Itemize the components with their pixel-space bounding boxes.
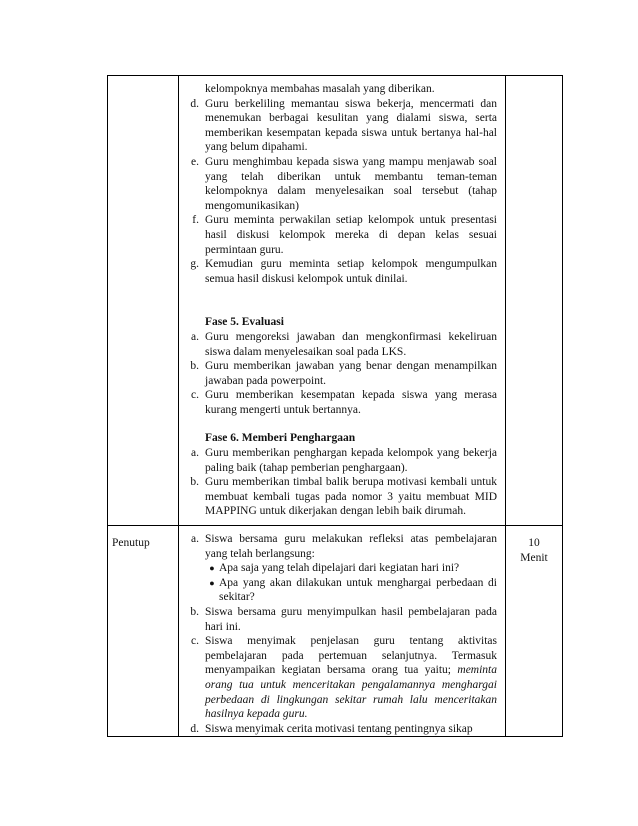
list-item: b. Guru memberikan jawaban yang benar dengan menampilkan jawaban pada powerpoint. xyxy=(190,360,497,387)
list-item: c. Guru memberikan kesempatan kepada siswa yang merasa kurang mengerti untuk bertannya. xyxy=(191,389,497,416)
duration-value: 10 xyxy=(528,537,540,550)
list-item: a. Siswa bersama guru melakukan refleksi atas pembelajaran yang telah berlangsung: ● Apa saja yang telah dipelajari dari kegiatan hari ini? ● Apa yang akan dilakukan untuk menghargai perbedaan di sekitar? xyxy=(191,533,497,604)
phase-5-heading: Fase 5. Evaluasi xyxy=(205,316,284,329)
bullet-item: ● Apa saja yang telah dipelajari dari kegiatan hari ini? xyxy=(205,561,497,576)
list-item: e. Guru menghimbau kepada siswa yang mampu menjawab soal yang telah diberikan untuk membantu teman-teman kelompoknya dalam menyelesaikan soal tersebut (tahap mengomunikasikan) xyxy=(191,155,497,212)
continued-line: kelompoknya membahas masalah yang diberikan. xyxy=(205,83,435,95)
activity-cell-core xyxy=(179,76,506,526)
list-item: b. Guru memberikan timbal balik berupa motivasi kembali untuk membuat kembali tugas pada nomor 3 yaitu membuat MID MAPPING untuk dikerjakan dengan lebih baik dirumah. xyxy=(190,476,497,518)
duration-cell-closing xyxy=(506,526,563,737)
stage-cell-empty xyxy=(108,76,179,526)
lesson-activity-table xyxy=(107,75,563,737)
list-item: c. Siswa menyimak penjelasan guru tentang aktivitas pembelajaran pada pertemuan selanjutnya. Termasuk menyampaikan kegiatan bersama orang tua yaitu; meminta orang tua untuk menceritakan pengalamannya menghargai perbedaan di lingkungan sekitar rumah lalu menceritakan hasilnya kepada guru. xyxy=(191,635,497,721)
core-activity-row xyxy=(108,76,563,526)
duration-cell-empty xyxy=(506,76,563,526)
italic-instruction: meminta orang tua untuk menceritakan pengalamannya menghargai perbedaan di lingkungan sekitar rumah lalu menceritakan hasilnya kepada guru. xyxy=(205,664,497,721)
bullet-item: ● Apa yang akan dilakukan untuk menghargai perbedaan di sekitar? xyxy=(205,576,497,605)
closing-row xyxy=(108,526,563,737)
list-item: b. Siswa bersama guru menyimpulkan hasil pembelajaran pada hari ini. xyxy=(190,606,497,633)
bullet-icon: ● xyxy=(209,563,215,574)
list-item: f. Guru meminta perwakilan setiap kelompok untuk presentasi hasil diskusi kelompok mereka di depan kelas sesuai permintaan guru. xyxy=(192,214,497,256)
phase-6-heading: Fase 6. Memberi Penghargaan xyxy=(205,432,356,445)
stage-label: Penutup xyxy=(112,537,150,550)
activity-cell-closing xyxy=(179,526,506,737)
list-item: d. Siswa menyimak cerita motivasi tentang pentingnya sikap xyxy=(190,722,473,735)
bullet-icon: ● xyxy=(209,577,215,588)
list-item: a. Guru memberikan penghargan kepada kelompok yang bekerja paling baik (tahap pemberian penghargaan). xyxy=(191,447,497,474)
list-item: d. Guru berkeliling memantau siswa bekerja, mencermati dan menemukan berbagai kesulitan yang dialami siswa, serta memberikan kesempatan kepada siswa untuk bertanya hal-hal yang belum dipahami. xyxy=(190,97,497,154)
list-item: a. Guru mengoreksi jawaban dan mengkonfirmasi kekeliruan siswa dalam menyelesaikan soal pada LKS. xyxy=(191,330,497,358)
stage-cell-closing xyxy=(108,526,179,737)
list-item: g. Kemudian guru meminta setiap kelompok mengumpulkan semua hasil diskusi kelompok untuk dinilai. xyxy=(190,258,497,285)
lesson-plan-page xyxy=(107,75,561,737)
duration-unit: Menit xyxy=(520,552,548,565)
